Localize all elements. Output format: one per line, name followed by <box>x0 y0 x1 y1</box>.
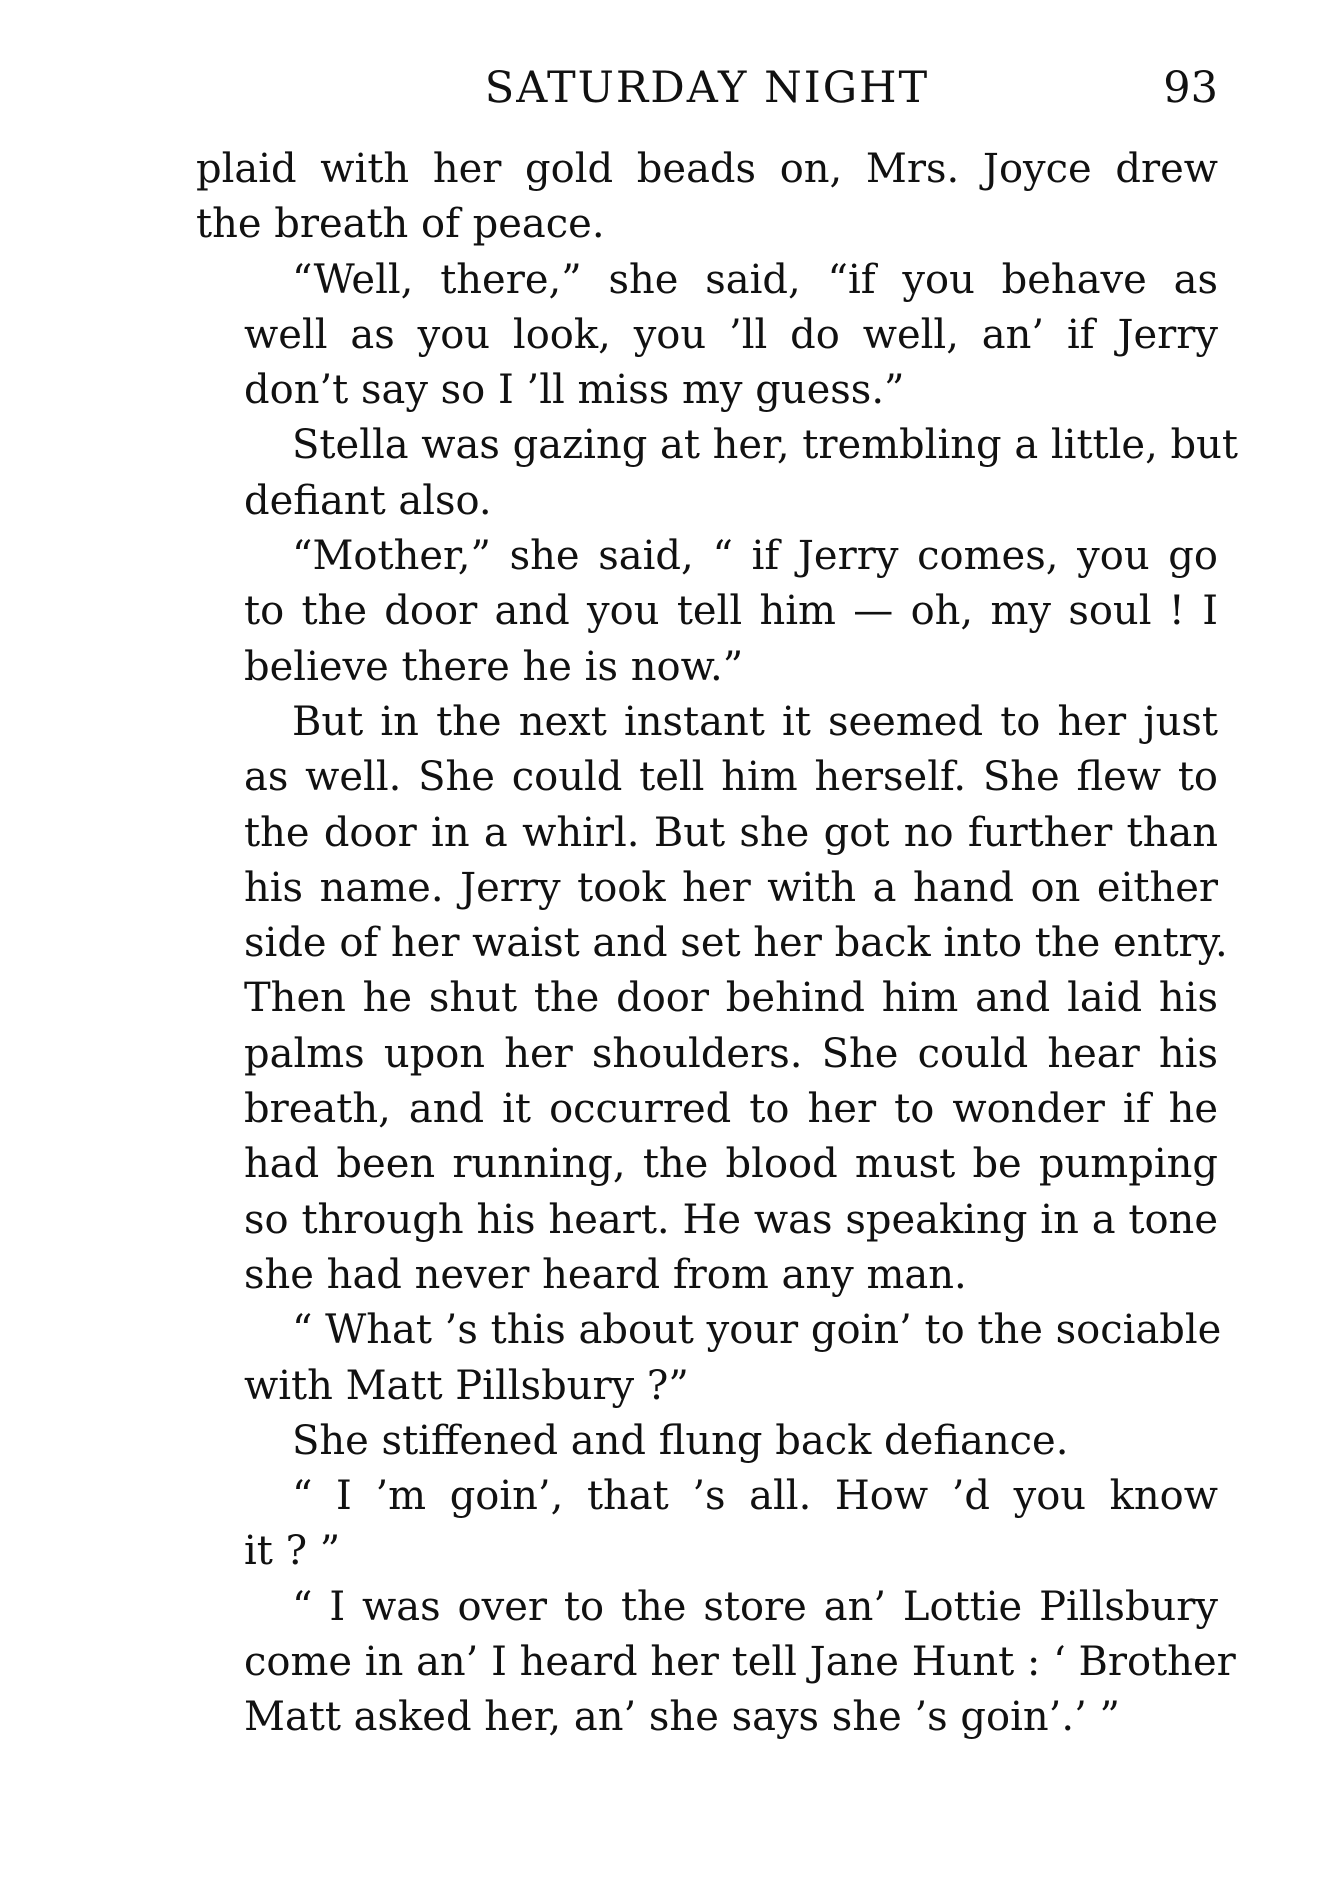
text-line: breath, and it occurred to her to wonder if he <box>244 1086 1218 1133</box>
text-line: defiant also. <box>244 477 492 524</box>
text-line: “ I was over to the store an’ Lottie Pillsbury <box>292 1583 1218 1630</box>
paragraph <box>196 418 1238 529</box>
text-line: But in the next instant it seemed to her just <box>292 698 1218 745</box>
text-line: “ I ’m goin’, that ’s all. How ’d you know <box>292 1473 1218 1520</box>
text-line: She stiffened and flung back defiance. <box>292 1417 1069 1464</box>
text-line: believe there he is now.” <box>244 643 744 690</box>
text-line: as well. She could tell him herself. She flew to <box>244 754 1218 801</box>
paragraph <box>196 253 1218 419</box>
text-line: side of her waist and set her back into the entry. <box>244 920 1228 967</box>
paragraph <box>196 529 1218 695</box>
text-line: Then he shut the door behind him and laid his <box>244 975 1218 1022</box>
paragraph <box>196 1303 1222 1414</box>
paragraph <box>196 695 1228 1303</box>
text-line: his name. Jerry took her with a hand on either <box>244 864 1218 911</box>
running-title: SATURDAY NIGHT <box>484 63 930 113</box>
text-line: plaid with her gold beads on, Mrs. Joyce drew <box>196 146 1218 192</box>
text-line: the breath of peace. <box>196 201 605 248</box>
text-line: had been running, the blood must be pumping <box>244 1141 1218 1188</box>
text-line: “Mother,” she said, “ if Jerry comes, you go <box>292 533 1218 580</box>
body-text <box>196 142 1238 1746</box>
text-line: Matt asked her, an’ she says she ’s goin’.’ ” <box>244 1694 1120 1741</box>
text-line: “ What ’s this about your goin’ to the sociable <box>292 1307 1222 1354</box>
paragraph <box>196 142 1218 253</box>
page-number: 93 <box>1163 63 1218 113</box>
text-line: with Matt Pillsbury ?” <box>244 1362 689 1409</box>
text-line: to the door and you tell him — oh, my soul ! I <box>244 588 1218 635</box>
running-head <box>196 58 1218 118</box>
text-line: don’t say so I ’ll miss my guess.” <box>244 367 905 414</box>
text-line: well as you look, you ’ll do well, an’ if Jerry <box>244 311 1218 358</box>
text-line: Stella was gazing at her, trembling a little, but <box>292 422 1238 469</box>
paragraph <box>196 1414 1218 1469</box>
paragraph <box>196 1580 1236 1746</box>
text-line: “Well, there,” she said, “if you behave as <box>292 256 1218 303</box>
paragraph <box>196 1469 1218 1580</box>
text-line: she had never heard from any man. <box>244 1251 967 1298</box>
text-line: it ? ” <box>244 1528 341 1575</box>
text-line: the door in a whirl. But she got no further than <box>244 809 1218 856</box>
text-line: palms upon her shoulders. She could hear his <box>244 1030 1218 1077</box>
text-line: so through his heart. He was speaking in a tone <box>244 1196 1218 1243</box>
text-line: come in an’ I heard her tell Jane Hunt : ‘ Brother <box>244 1639 1236 1686</box>
